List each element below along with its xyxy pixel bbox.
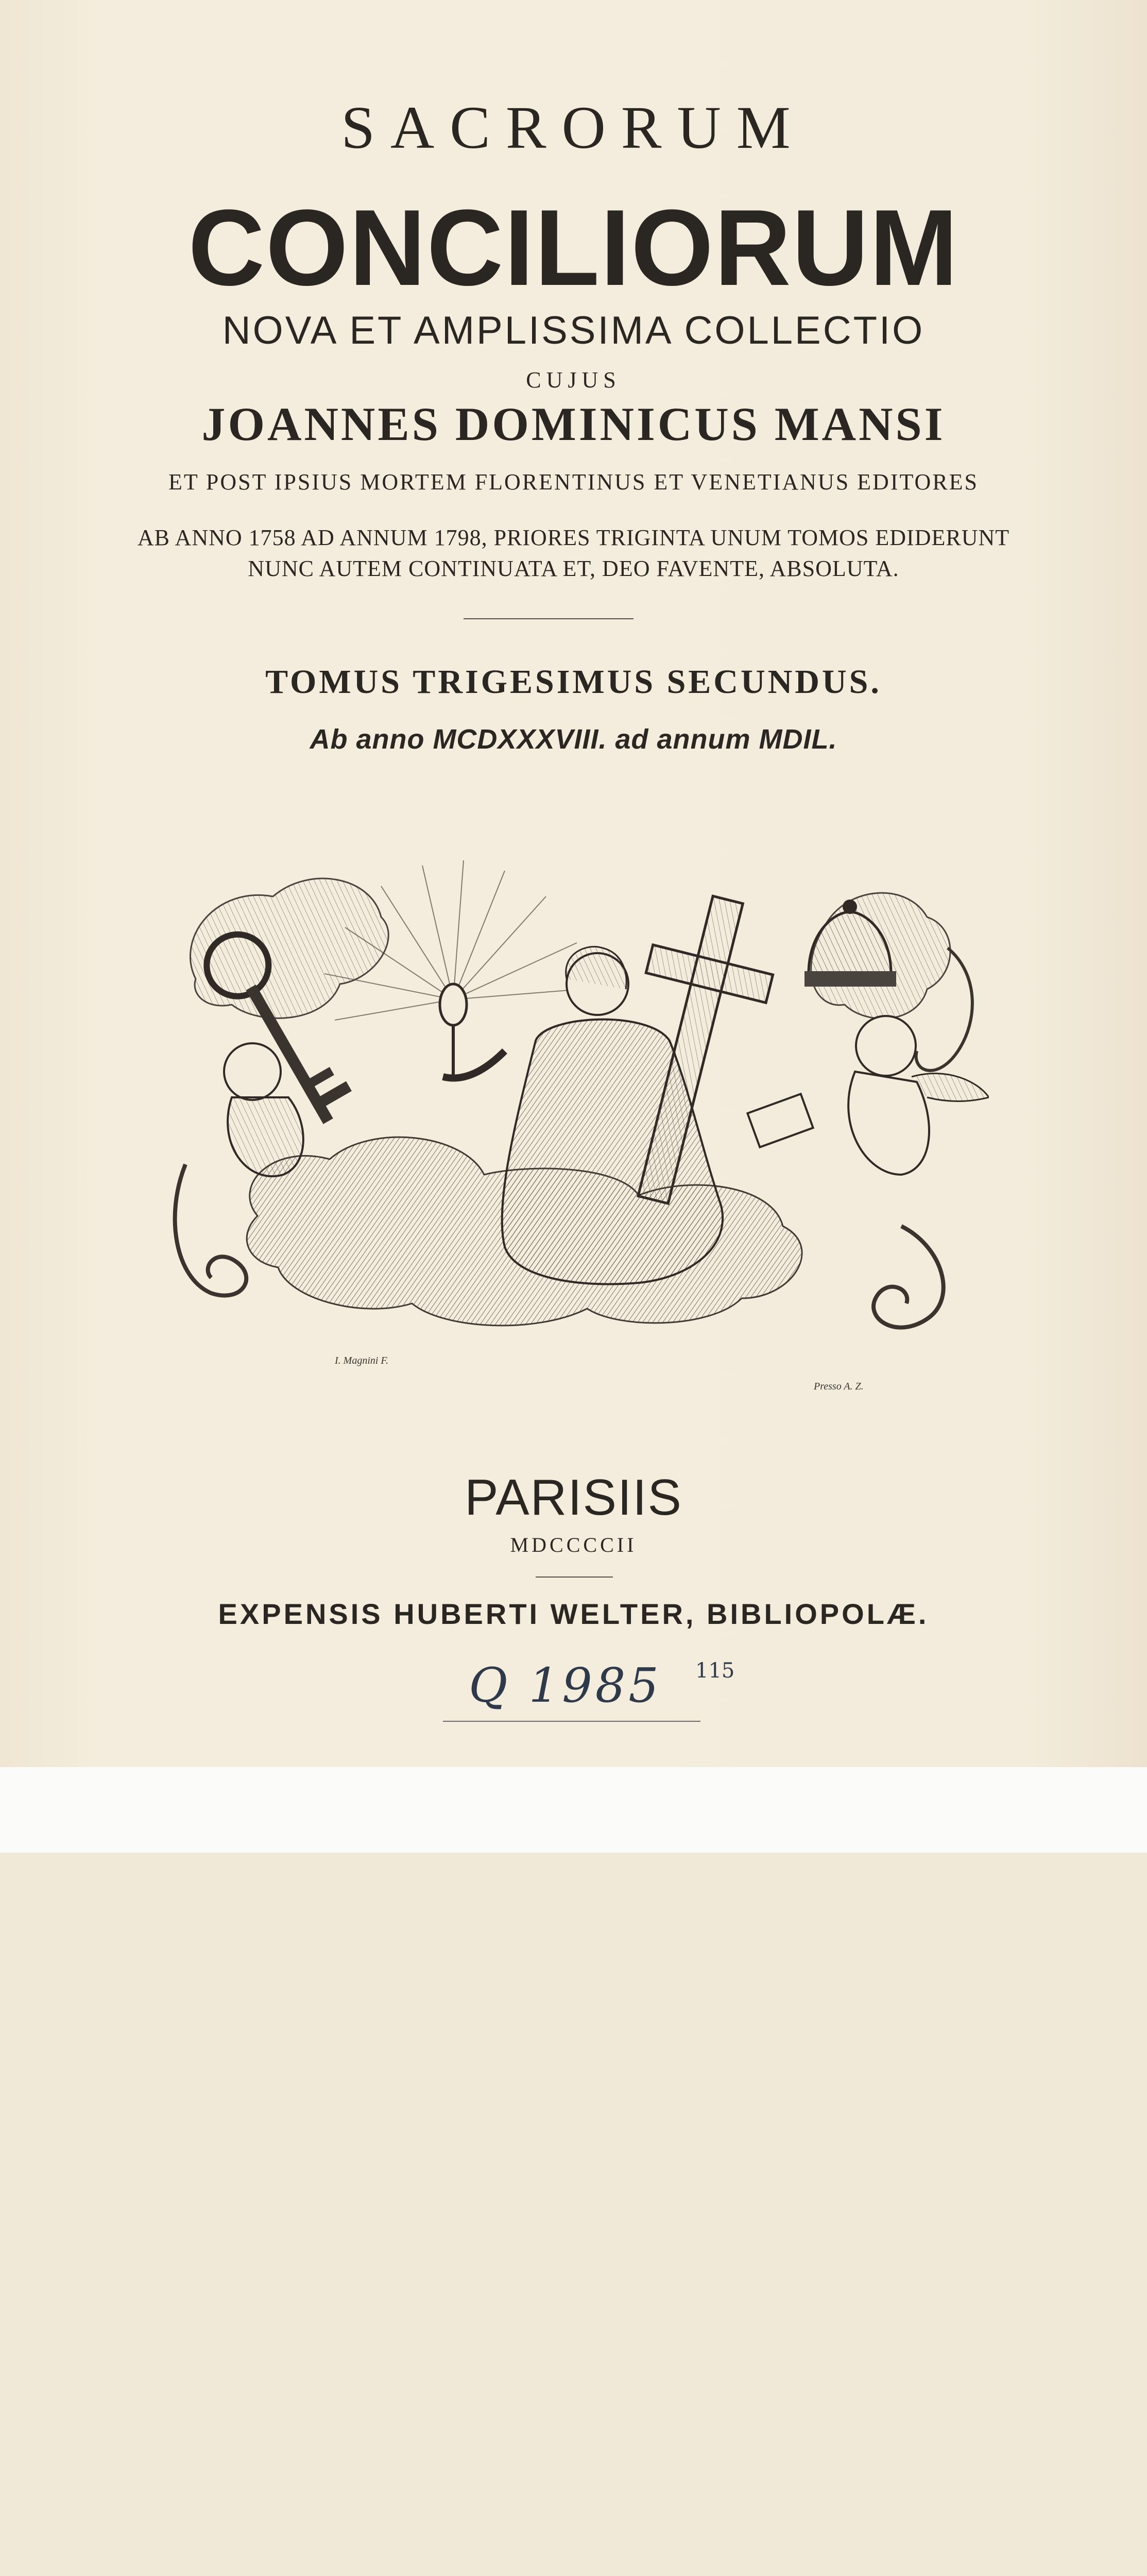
shelfmark-underline xyxy=(443,1721,700,1722)
title-line-cujus: CUJUS xyxy=(526,367,621,393)
title-line-collectio: NOVA ET AMPLISSIMA COLLECTIO xyxy=(222,309,925,352)
vignette-signature-right: Presso A. Z. xyxy=(814,1381,864,1392)
imprint-publisher: EXPENSIS HUBERTI WELTER, BIBLIOPOLÆ. xyxy=(218,1598,929,1630)
author-name: JOANNES DOMINICUS MANSI xyxy=(201,398,946,450)
vignette-signature-left: I. Magnini F. xyxy=(335,1355,389,1366)
edition-history-line2: NUNC AUTEM CONTINUATA ET, DEO FAVENTE, ABSOLUTA. xyxy=(248,556,899,581)
volume-title: TOMUS TRIGESIMUS SECUNDUS. xyxy=(265,663,882,701)
imprint-year: MDCCCCII xyxy=(510,1533,637,1556)
handwritten-shelfmark-superscript: 115 xyxy=(695,1659,735,1683)
title-line-sacrorum: SACRORUM xyxy=(341,94,806,161)
imprint-rule xyxy=(536,1577,613,1578)
divider-rule xyxy=(464,618,634,619)
imprint-place: PARISIIS xyxy=(465,1469,682,1526)
edition-history-line1: AB ANNO 1758 AD ANNUM 1798, PRIORES TRIGINTA UNUM TOMOS EDIDERUNT xyxy=(137,525,1010,550)
volume-years: Ab anno MCDXXXVIII. ad annum MDIL. xyxy=(310,724,837,755)
allegorical-vignette-image xyxy=(155,855,989,1412)
editors-line: ET POST IPSIUS MORTEM FLORENTINUS ET VENETIANUS EDITORES xyxy=(168,469,979,495)
title-line-conciliorum: CONCILIORUM xyxy=(188,187,959,308)
viewer-footer xyxy=(0,1767,1147,1853)
handwritten-shelfmark: Q 1985 xyxy=(469,1658,662,1713)
